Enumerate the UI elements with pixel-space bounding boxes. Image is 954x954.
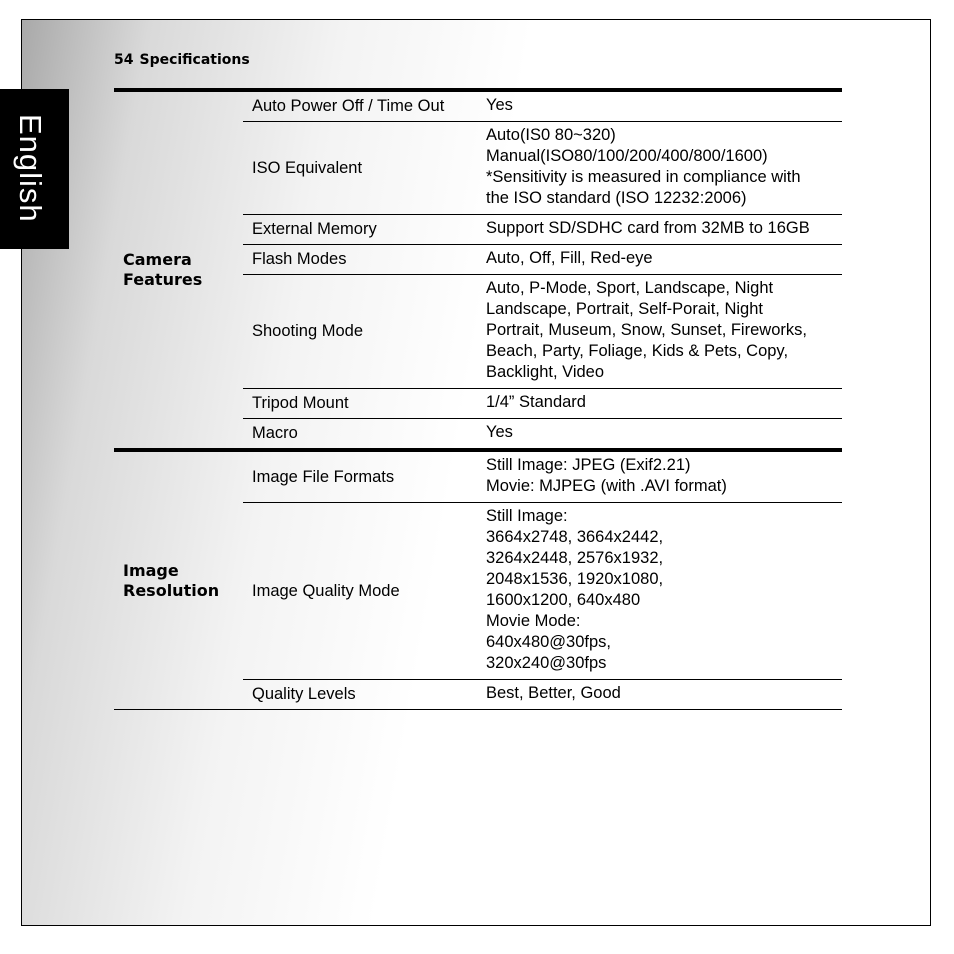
spec-section [114, 88, 842, 448]
spec-value-line: Movie Mode: [486, 612, 581, 630]
spec-value [486, 452, 842, 502]
page-header [114, 52, 250, 68]
table-row [243, 388, 842, 418]
table-row [243, 244, 842, 274]
spec-value-line: Yes [486, 423, 513, 441]
spec-name: Image Quality Mode [252, 581, 400, 600]
spec-value [486, 245, 842, 274]
spec-name: Quality Levels [252, 685, 356, 703]
spec-name: Flash Modes [252, 250, 347, 268]
spec-value-line: 3664x2748, 3664x2442, [486, 528, 664, 546]
spec-value-line: 320x240@30fps [486, 654, 607, 672]
spec-value-line: Auto, Off, Fill, Red-eye [486, 249, 653, 267]
spec-value-line: Still Image: JPEG (Exif2.21) [486, 456, 691, 474]
spec-name: Shooting Mode [252, 322, 363, 340]
spec-value-line: Movie: MJPEG (with .AVI format) [486, 477, 727, 495]
section-label-line: Features [123, 270, 203, 289]
table-row [243, 418, 842, 448]
table-row [243, 679, 842, 709]
table-row [243, 452, 842, 502]
spec-name: ISO Equivalent [252, 158, 363, 177]
spec-value [486, 503, 842, 679]
spec-value-line: Backlight, Video [486, 363, 605, 381]
spec-name: Image File Formats [252, 467, 395, 486]
spec-value-line: Support SD/SDHC card from 32MB to 16GB [486, 219, 810, 237]
page-number: 54 [114, 52, 134, 68]
spec-value [486, 680, 842, 709]
spec-value [486, 419, 842, 448]
table-row [243, 92, 842, 121]
language-tab [0, 89, 69, 249]
table-row [243, 502, 842, 679]
spec-name: External Memory [252, 220, 377, 238]
section-label-line: Image [123, 560, 179, 580]
section-label-line: Camera [123, 250, 192, 269]
section-label [114, 452, 243, 709]
spec-value-line: Auto(IS0 80~320) [486, 126, 616, 144]
spec-value-line: 3264x2448, 2576x1932, [486, 549, 664, 567]
spec-value-line: 1600x1200, 640x480 [486, 591, 641, 609]
section-label-line: Resolution [123, 580, 220, 600]
spec-value-line: 640x480@30fps, [486, 633, 612, 651]
spec-value-line: Auto, P-Mode, Sport, Landscape, Night [486, 279, 774, 297]
section-label [114, 92, 243, 448]
spec-value-line: Portrait, Museum, Snow, Sunset, Fireworks, [486, 321, 807, 339]
spec-name: Macro [252, 424, 298, 442]
spec-value-line: 2048x1536, 1920x1080, [486, 570, 664, 588]
spec-value [486, 275, 842, 388]
spec-name: Auto Power Off / Time Out [252, 97, 445, 115]
spec-value-line: *Sensitivity is measured in compliance with [486, 168, 801, 186]
spec-value [486, 122, 842, 214]
spec-value-line: Yes [486, 96, 513, 114]
spec-value [486, 215, 842, 244]
spec-value-line: Beach, Party, Foliage, Kids & Pets, Copy, [486, 342, 789, 360]
spec-name: Tripod Mount [252, 394, 349, 412]
spec-value [486, 389, 842, 418]
spec-value-line: Manual(ISO80/100/200/400/800/1600) [486, 147, 768, 165]
specifications-table [114, 88, 842, 710]
spec-value-line: 1/4” Standard [486, 393, 586, 411]
section-title: Specifications [139, 52, 250, 68]
table-row [243, 121, 842, 214]
spec-value-line: the ISO standard (ISO 12232:2006) [486, 189, 747, 207]
spec-value-line: Still Image: [486, 507, 568, 525]
language-tab-label: English [13, 114, 48, 223]
spec-section [114, 448, 842, 710]
table-row [243, 214, 842, 244]
spec-value-line: Best, Better, Good [486, 684, 621, 702]
spec-value-line: Landscape, Portrait, Self-Porait, Night [486, 300, 763, 318]
spec-value [486, 92, 842, 121]
table-row [243, 274, 842, 388]
